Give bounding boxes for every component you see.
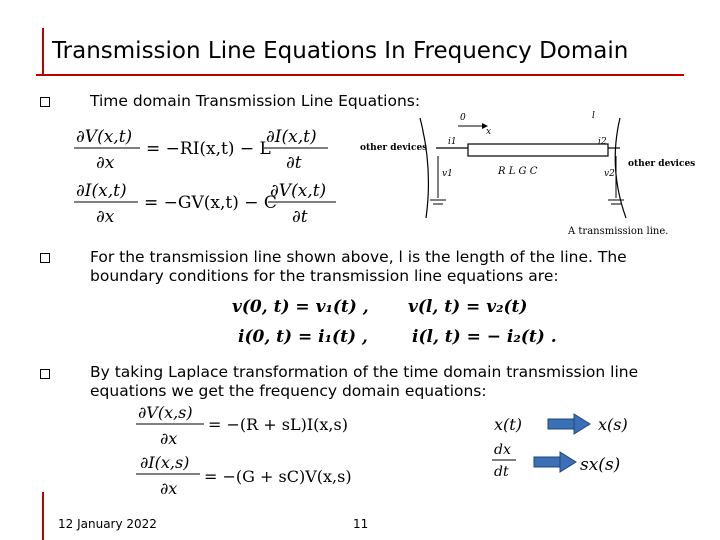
- diagram-v1-label: v1: [442, 169, 453, 179]
- svg-text:x(t): x(t): [494, 415, 522, 434]
- footer-page-number: 11: [353, 517, 369, 531]
- bullet-text-boundary: For the transmission line shown above, l is the length of the line. The boundary conditions for the transmission line equations are:: [90, 248, 627, 285]
- svg-text:= −(G + sC)V(x,s): = −(G + sC)V(x,s): [204, 467, 352, 486]
- transform-arrow-icon: [534, 452, 576, 472]
- svg-text:∂x: ∂x: [160, 479, 178, 498]
- boundary-condition-equations: [228, 292, 568, 352]
- svg-text:∂t: ∂t: [292, 207, 308, 227]
- diagram-label-right: other devices: [628, 159, 696, 169]
- svg-text:v(0, t) = v₁(t) ,: v(0, t) = v₁(t) ,: [232, 297, 369, 317]
- diagram-i1-label: i1: [448, 137, 457, 147]
- transmission-line-diagram: [358, 108, 700, 238]
- svg-text:∂V(x,t): ∂V(x,t): [76, 127, 133, 147]
- diagram-l-label: l: [592, 111, 595, 121]
- diagram-label-left: other devices: [360, 143, 428, 153]
- title-accent-vertical: [42, 28, 44, 76]
- laplace-transform-mapping: [486, 410, 666, 490]
- svg-text:∂I(x,t): ∂I(x,t): [76, 181, 127, 201]
- diagram-caption: A transmission line.: [568, 226, 669, 237]
- svg-text:dt: dt: [494, 464, 509, 480]
- footer-accent: [42, 492, 44, 540]
- svg-text:sx(s): sx(s): [580, 455, 621, 475]
- time-domain-equations: [70, 122, 360, 232]
- svg-text:x(s): x(s): [598, 415, 628, 434]
- bullet-marker: [40, 369, 50, 379]
- svg-text:v(l, t) = v₂(t): v(l, t) = v₂(t): [408, 297, 528, 317]
- svg-text:dx: dx: [494, 442, 511, 458]
- svg-text:∂x: ∂x: [96, 207, 115, 227]
- svg-text:∂V(x,s): ∂V(x,s): [138, 403, 193, 422]
- slide-title: Transmission Line Equations In Frequency Domain: [52, 38, 629, 64]
- diagram-i2-label: i2: [598, 137, 607, 147]
- line-body: [468, 144, 608, 156]
- frequency-domain-equations: [134, 402, 364, 502]
- bullet-text-time-domain: Time domain Transmission Line Equations:: [90, 92, 421, 110]
- svg-text:= −RI(x,t) − L: = −RI(x,t) − L: [146, 139, 271, 159]
- svg-text:∂I(x,t): ∂I(x,t): [266, 127, 317, 147]
- svg-text:∂V(x,t): ∂V(x,t): [270, 181, 327, 201]
- diagram-x-label: x: [486, 127, 492, 137]
- bullet-marker: [40, 97, 50, 107]
- diagram-label-elements: R L G C: [498, 166, 538, 177]
- title-accent-horizontal: [36, 74, 684, 76]
- diagram-zero-label: 0: [460, 113, 466, 123]
- svg-text:∂x: ∂x: [96, 153, 115, 173]
- svg-text:∂x: ∂x: [160, 429, 178, 448]
- footer-date: 12 January 2022: [58, 517, 157, 531]
- svg-text:i(l, t) = − i₂(t) .: i(l, t) = − i₂(t) .: [412, 327, 557, 347]
- svg-text:= −GV(x,t) − C: = −GV(x,t) − C: [144, 193, 277, 213]
- svg-text:∂I(x,s): ∂I(x,s): [140, 453, 190, 472]
- transform-arrow-icon: [548, 414, 590, 434]
- svg-text:i(0, t) = i₁(t) ,: i(0, t) = i₁(t) ,: [238, 327, 368, 347]
- svg-text:∂t: ∂t: [286, 153, 302, 173]
- bullet-marker: [40, 253, 50, 263]
- svg-text:= −(R + sL)I(x,s): = −(R + sL)I(x,s): [208, 415, 348, 434]
- diagram-v2-label: v2: [604, 169, 615, 179]
- bullet-text-laplace: By taking Laplace transformation of the time domain transmission line equations we get the frequency domain equations:: [90, 363, 639, 400]
